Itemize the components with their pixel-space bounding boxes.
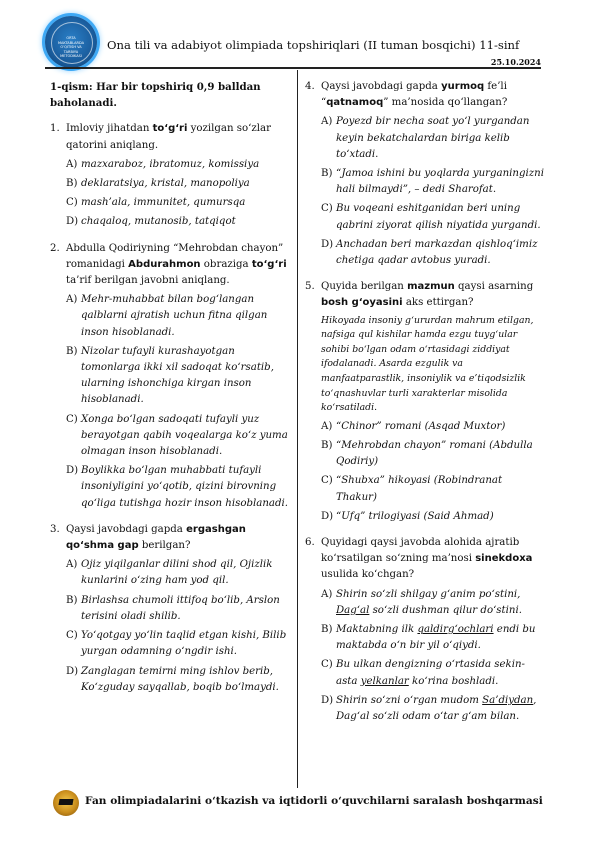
- left-column: [50, 79, 288, 696]
- question-6: [305, 535, 545, 725]
- underlined-word: Sa’diydan: [482, 694, 534, 706]
- page-title: Ona tili va adabiyot olimpiada topshiriqlari (II tuman bosqichi) 11-sinf: [107, 38, 520, 52]
- option-c: C) Bu voqeani eshitganidan beri uning qabrini ziyorat qilish niyatida yurgandi.: [321, 203, 541, 231]
- header-date: 25.10.2024: [490, 57, 541, 67]
- footer-text: Fan olimpiadalarini o‘tkazish va iqtidorli o‘quvchilarni saralash boshqarmasi: [85, 795, 543, 807]
- option-a: A) Poyezd bir necha soat yo‘l yurgandan keyin bekatchalardan biriga kelib to‘xtadi.: [321, 116, 530, 160]
- option-d: D) chaqaloq, mutanosib, tatqiqot: [66, 216, 236, 228]
- option-a: A) “Chinor” romani (Asqad Muxtor): [321, 420, 506, 432]
- option-b: B) “Jamoa ishini bu yoqlarda yurganingizni hali bilmaydi”, – dedi Sharofat.: [321, 168, 544, 196]
- option-d: D) Shirin so‘zni o‘rgan mudom Sa’diydan, Dag‘al so‘zli odam o‘tar g‘am bilan.: [321, 694, 537, 723]
- question-number: 2.: [50, 242, 60, 254]
- page-header: [0, 0, 596, 70]
- option-c: C) Xonga bo‘lgan sadoqati tufayli yuz berayotgan qabih voqealarga ko‘z yuma olmagan inson hisoblanadi.: [66, 413, 288, 458]
- option-d: D) “Ufq” trilogiyasi (Said Ahmad): [321, 510, 494, 522]
- option-b: B) Maktabning ilk qaldirg‘ochlari endi bu maktabda o‘n bir yil o‘qiydi.: [321, 624, 536, 652]
- question-text: Abdulla Qodiriyning “Mehrobdan chayon” romanidagi Abdurahmon obraziga to‘g‘ri ta’rif berilgan javobni aniqlang.: [66, 242, 287, 287]
- question-text: Qaysi javobdagi gapda yurmoq fe’li “qatnamoq” ma’nosida qo‘llangan?: [321, 81, 508, 109]
- option-b: B) “Mehrobdan chayon” romani (Abdulla Qodiriy): [321, 440, 533, 468]
- quoted-passage: Hikoyada insoniy g‘ururdan mahrum etilgan, nafsiga qul kishilar hamda ezgu tuyg‘ular sohibi bo‘lgan odam o‘rtasidagi ziddiyat ifodalanadi. Asarda ezgulik va manfaatparastlik, insoniylik va e’tiqodsizlik to‘qnashuvlar turli xarakterlar misolida ko‘rsatiladi.: [321, 314, 534, 414]
- option-c: C) “Shubxa” hikoyasi (Robindranat Thakur): [321, 475, 503, 503]
- option-d: D) Zanglagan temirni ming ishlov berib, Ko‘zguday sayqallab, boqib bo‘lmaydi.: [66, 665, 279, 693]
- option-c: C) Bu ulkan dengizning o‘rtasida sekin-asta yelkanlar ko‘rina boshladi.: [321, 659, 525, 687]
- question-4: [305, 79, 545, 269]
- option-d: D) Anchadan beri markazdan qishloq‘imiz chetiga qadar avtobus yuradi.: [321, 238, 538, 267]
- underlined-word: yelkanlar: [360, 675, 409, 687]
- header-rule: [45, 67, 541, 69]
- question-text: Quyida berilgan mazmun qaysi asarning bosh g‘oyasini aks ettirgan?: [321, 281, 534, 309]
- graduation-cap-icon: [53, 790, 79, 816]
- option-a: A) Ojiz yiqilganlar dilini shod qil, Ojizlik kunlarini o‘zing ham yod qil.: [66, 559, 273, 587]
- option-c: C) Yo‘qotgay yo‘lin taqlid etgan kishi, Bilib yurgan odamning o‘ngdir ishi.: [66, 630, 287, 658]
- option-a: A) Mehr-muhabbat bilan bog‘langan qalblarni ajratish uchun fitna qilgan inson hisoblanadi.: [66, 294, 268, 338]
- option-b: B) Nizolar tufayli kurashayotgan tomonlarga ikki xil sadoqat ko‘rsatib, ularning ishonchiga kirgan inson hisoblanadi.: [66, 345, 274, 406]
- option-b: B) Birlashsa chumoli ittifoq bo‘lib, Arslon terisini oladi shilib.: [66, 594, 280, 622]
- question-text: Imloviy jihatdan to‘g‘ri yozilgan so‘zlar qatorini aniqlang.: [66, 123, 271, 151]
- right-column: [305, 79, 545, 725]
- logo-text: ORTA MAKTABLARDA O‘QITISH VA TARBIYA METODIKASI: [58, 36, 84, 58]
- question-text: Qaysi javobdagi gapda ergashgan qo‘shma gap berilgan?: [66, 523, 246, 552]
- page-footer: [53, 788, 553, 818]
- underlined-word: Dag‘al: [336, 604, 370, 616]
- option-a: A) Shirin so‘zli shilgay g‘anim po‘stini, Dag‘al so‘zli dushman qilur do‘stini.: [321, 588, 522, 616]
- question-number: 1.: [50, 123, 60, 135]
- question-2: [50, 241, 288, 512]
- question-text: Quyidagi qaysi javobda alohida ajratib ko‘rsatilgan so‘zning ma’nosi sinekdoxa usulida ko‘chgan?: [321, 537, 533, 581]
- question-5: [305, 279, 545, 525]
- option-c: C) mash’ala, immunitet, qumursqa: [66, 197, 246, 209]
- question-number: 3.: [50, 523, 60, 535]
- question-number: 4.: [305, 81, 315, 92]
- section-intro: 1-qism: Har bir topshiriq 0,9 balldan baholanadi.: [50, 81, 261, 110]
- column-divider: [297, 70, 298, 788]
- question-number: 6.: [305, 537, 315, 549]
- question-number: 5.: [305, 281, 315, 293]
- organization-logo: [45, 16, 97, 68]
- option-d: D) Boylikka bo‘lgan muhabbati tufayli insoniyligini yo‘qotib, qizini birovning qo‘liga tutishga hozir inson hisoblanadi.: [66, 465, 288, 509]
- option-a: A) mazxaraboz, ibratomuz, komissiya: [66, 158, 260, 170]
- underlined-word: qaldirg‘ochlari: [417, 624, 494, 636]
- question-3: [50, 522, 288, 696]
- question-1: [50, 121, 288, 230]
- option-b: B) deklaratsiya, kristal, manopoliya: [66, 178, 250, 190]
